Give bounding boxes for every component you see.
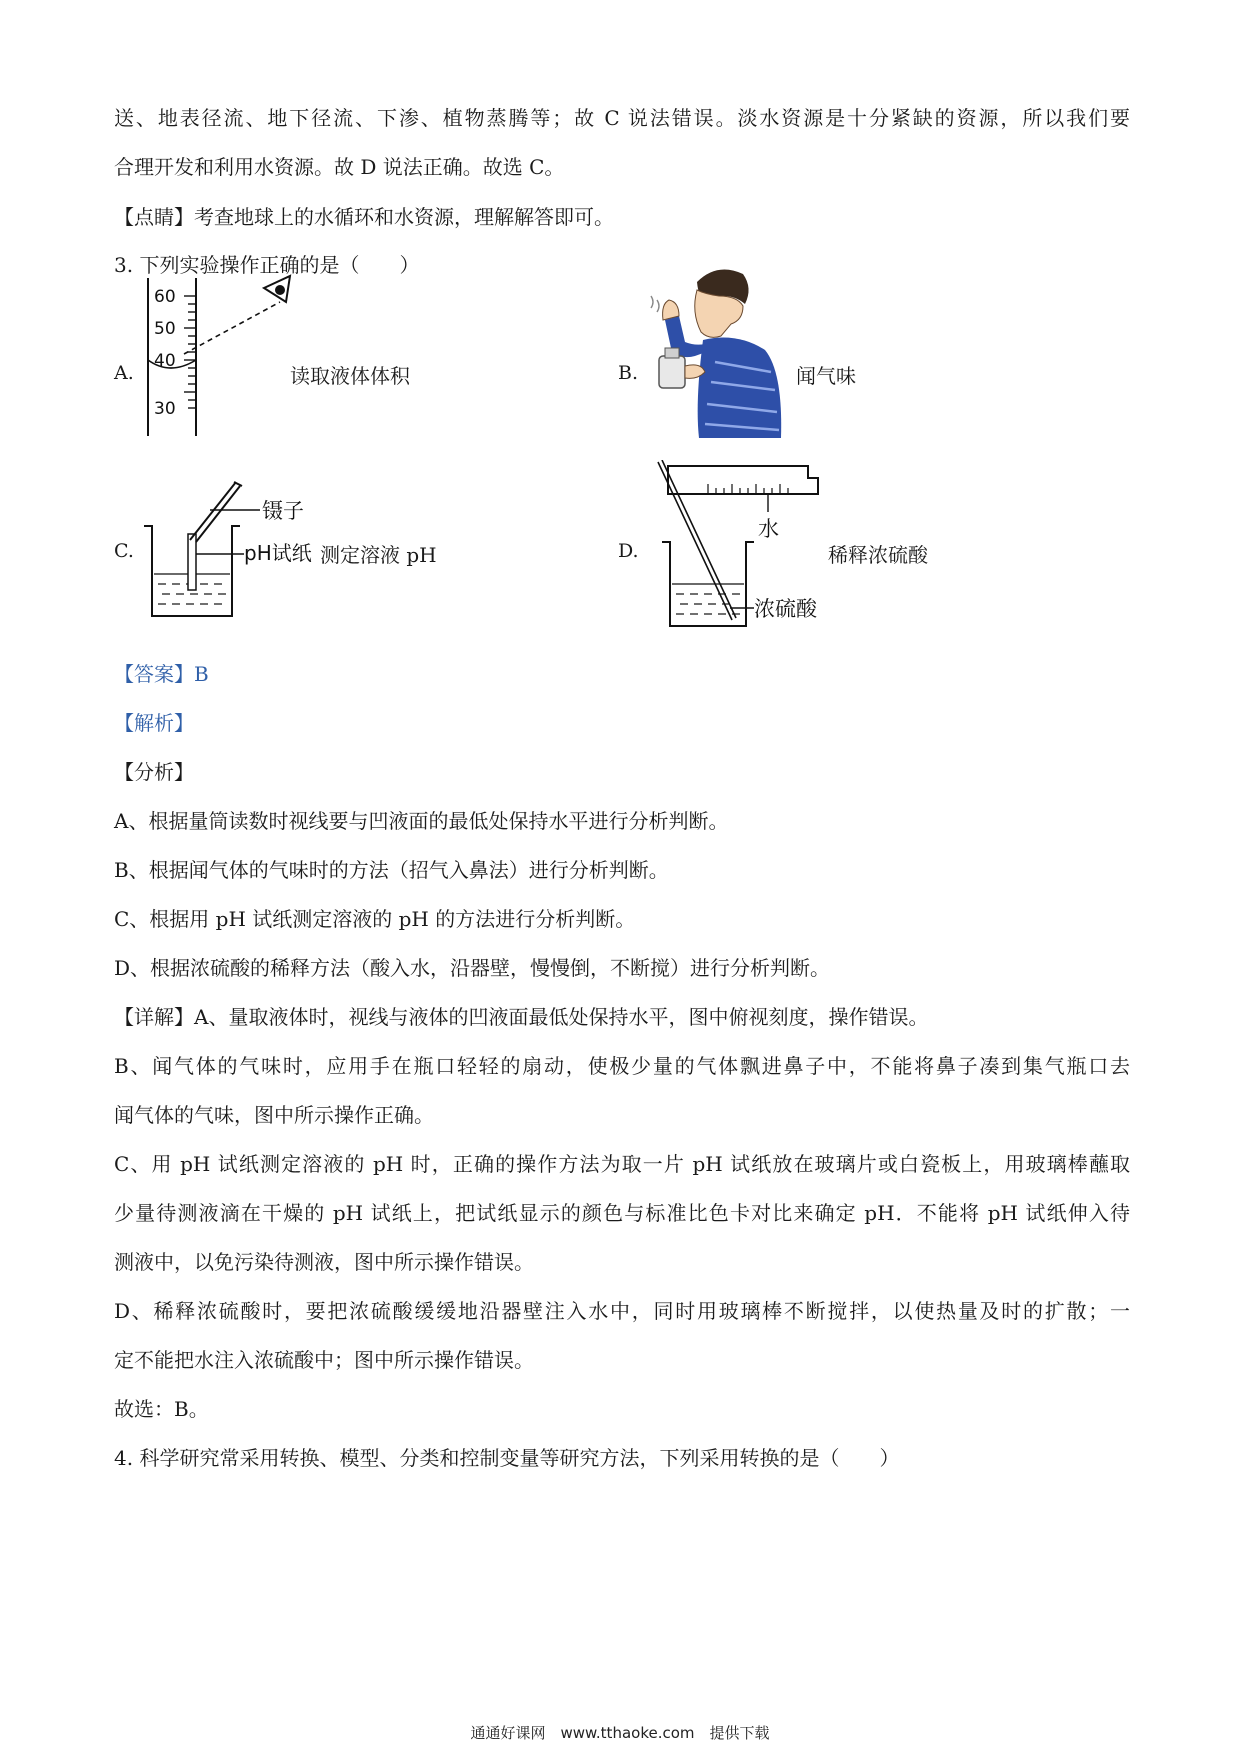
fenxi-heading: 【分析】 (114, 760, 194, 784)
detail-a: 【详解】A、量取液体时，视线与液体的凹液面最低处保持水平，图中俯视刻度，操作错误。 (114, 1005, 929, 1029)
analysis-c: C、根据用 pH 试纸测定溶液的 pH 的方法进行分析判断。 (114, 907, 636, 931)
sight-line (184, 302, 280, 354)
final-choice: 故选：B。 (114, 1397, 209, 1421)
page-footer: 通通好课网 www.tthaoke.com 提供下载 (470, 1724, 770, 1742)
option-a-caption: 读取液体体积 (290, 364, 410, 388)
bottle (659, 356, 685, 388)
tick-label: 40 (154, 351, 176, 371)
ph-test-figure (140, 478, 330, 623)
graduated-cylinder-figure (140, 268, 300, 438)
detail-d-line: D、稀释浓硫酸时，要把浓硫酸缓缓地沿器壁注入水中，同时用玻璃棒不断搅拌，以使热量及时的扩散；一 (114, 1299, 1130, 1323)
dianjing-note: 【点睛】考查地球上的水循环和水资源，理解解答即可。 (114, 205, 614, 229)
analysis-a: A、根据量筒读数时视线要与凹液面的最低处保持水平进行分析判断。 (114, 809, 729, 833)
question-3: 3. 下列实验操作正确的是（ ） (114, 253, 420, 277)
answer-line: 【答案】B (114, 662, 209, 686)
option-b-caption: 闻气味 (796, 364, 856, 388)
hand (663, 300, 679, 320)
ph-paper-strip (188, 534, 196, 590)
paragraph-line: 合理开发和利用水资源。故 D 说法正确。故选 C。 (114, 155, 565, 179)
analysis-b: B、根据闻气体的气味时的方法（招气入鼻法）进行分析判断。 (114, 858, 669, 882)
detail-d-line: 定不能把水注入浓硫酸中；图中所示操作错误。 (114, 1348, 534, 1372)
measuring-cylinder (668, 466, 818, 494)
option-d-caption: 稀释浓硫酸 (828, 543, 928, 567)
detail-c-line: C、用 pH 试纸测定溶液的 pH 时，正确的操作方法为取一片 pH 试纸放在玻璃片或白瓷板上，用玻璃棒蘸取 (114, 1152, 1130, 1176)
smelling-gas-figure (645, 262, 795, 440)
tick-label: 60 (154, 287, 176, 307)
analysis-d: D、根据浓硫酸的稀释方法（酸入水，沿器壁，慢慢倒，不断搅）进行分析判断。 (114, 956, 831, 980)
option-a-label: A. (114, 362, 134, 384)
jiexi-heading: 【解析】 (114, 711, 194, 735)
body (698, 338, 782, 438)
detail-c-line: 少量待测液滴在干燥的 pH 试纸上，把试纸显示的颜色与标准比色卡对比来确定 pH．不能将 pH 试纸伸入待 (114, 1201, 1130, 1225)
eye-icon (264, 276, 290, 302)
option-b-label: B. (618, 362, 639, 384)
paragraph-line: 送、地表径流、地下径流、下渗、植物蒸腾等；故 C 说法错误。淡水资源是十分紧缺的资源，所以我们要 (114, 106, 1130, 130)
detail-b-line: B、闻气体的气味时，应用手在瓶口轻轻的扇动，使极少量的气体飘进鼻子中，不能将鼻子凑到集气瓶口去 (114, 1054, 1130, 1078)
tick-label: 50 (154, 319, 176, 339)
option-c-label: C. (114, 540, 134, 562)
detail-b-line: 闻气体的气味，图中所示操作正确。 (114, 1103, 434, 1127)
dilution-figure (648, 460, 828, 632)
ph-paper-label: pH试纸 (244, 541, 312, 565)
water-label: 水 (758, 517, 779, 541)
tweezers-label: 镊子 (262, 499, 304, 523)
question-4: 4. 科学研究常采用转换、模型、分类和控制变量等研究方法，下列采用转换的是（ ） (114, 1446, 900, 1470)
acid-label: 浓硫酸 (754, 597, 817, 621)
option-c-caption: 测定溶液 pH (320, 543, 437, 567)
option-d-label: D. (618, 540, 639, 562)
tick-label: 30 (154, 399, 176, 419)
detail-c-line: 测液中，以免污染待测液，图中所示操作错误。 (114, 1250, 534, 1274)
